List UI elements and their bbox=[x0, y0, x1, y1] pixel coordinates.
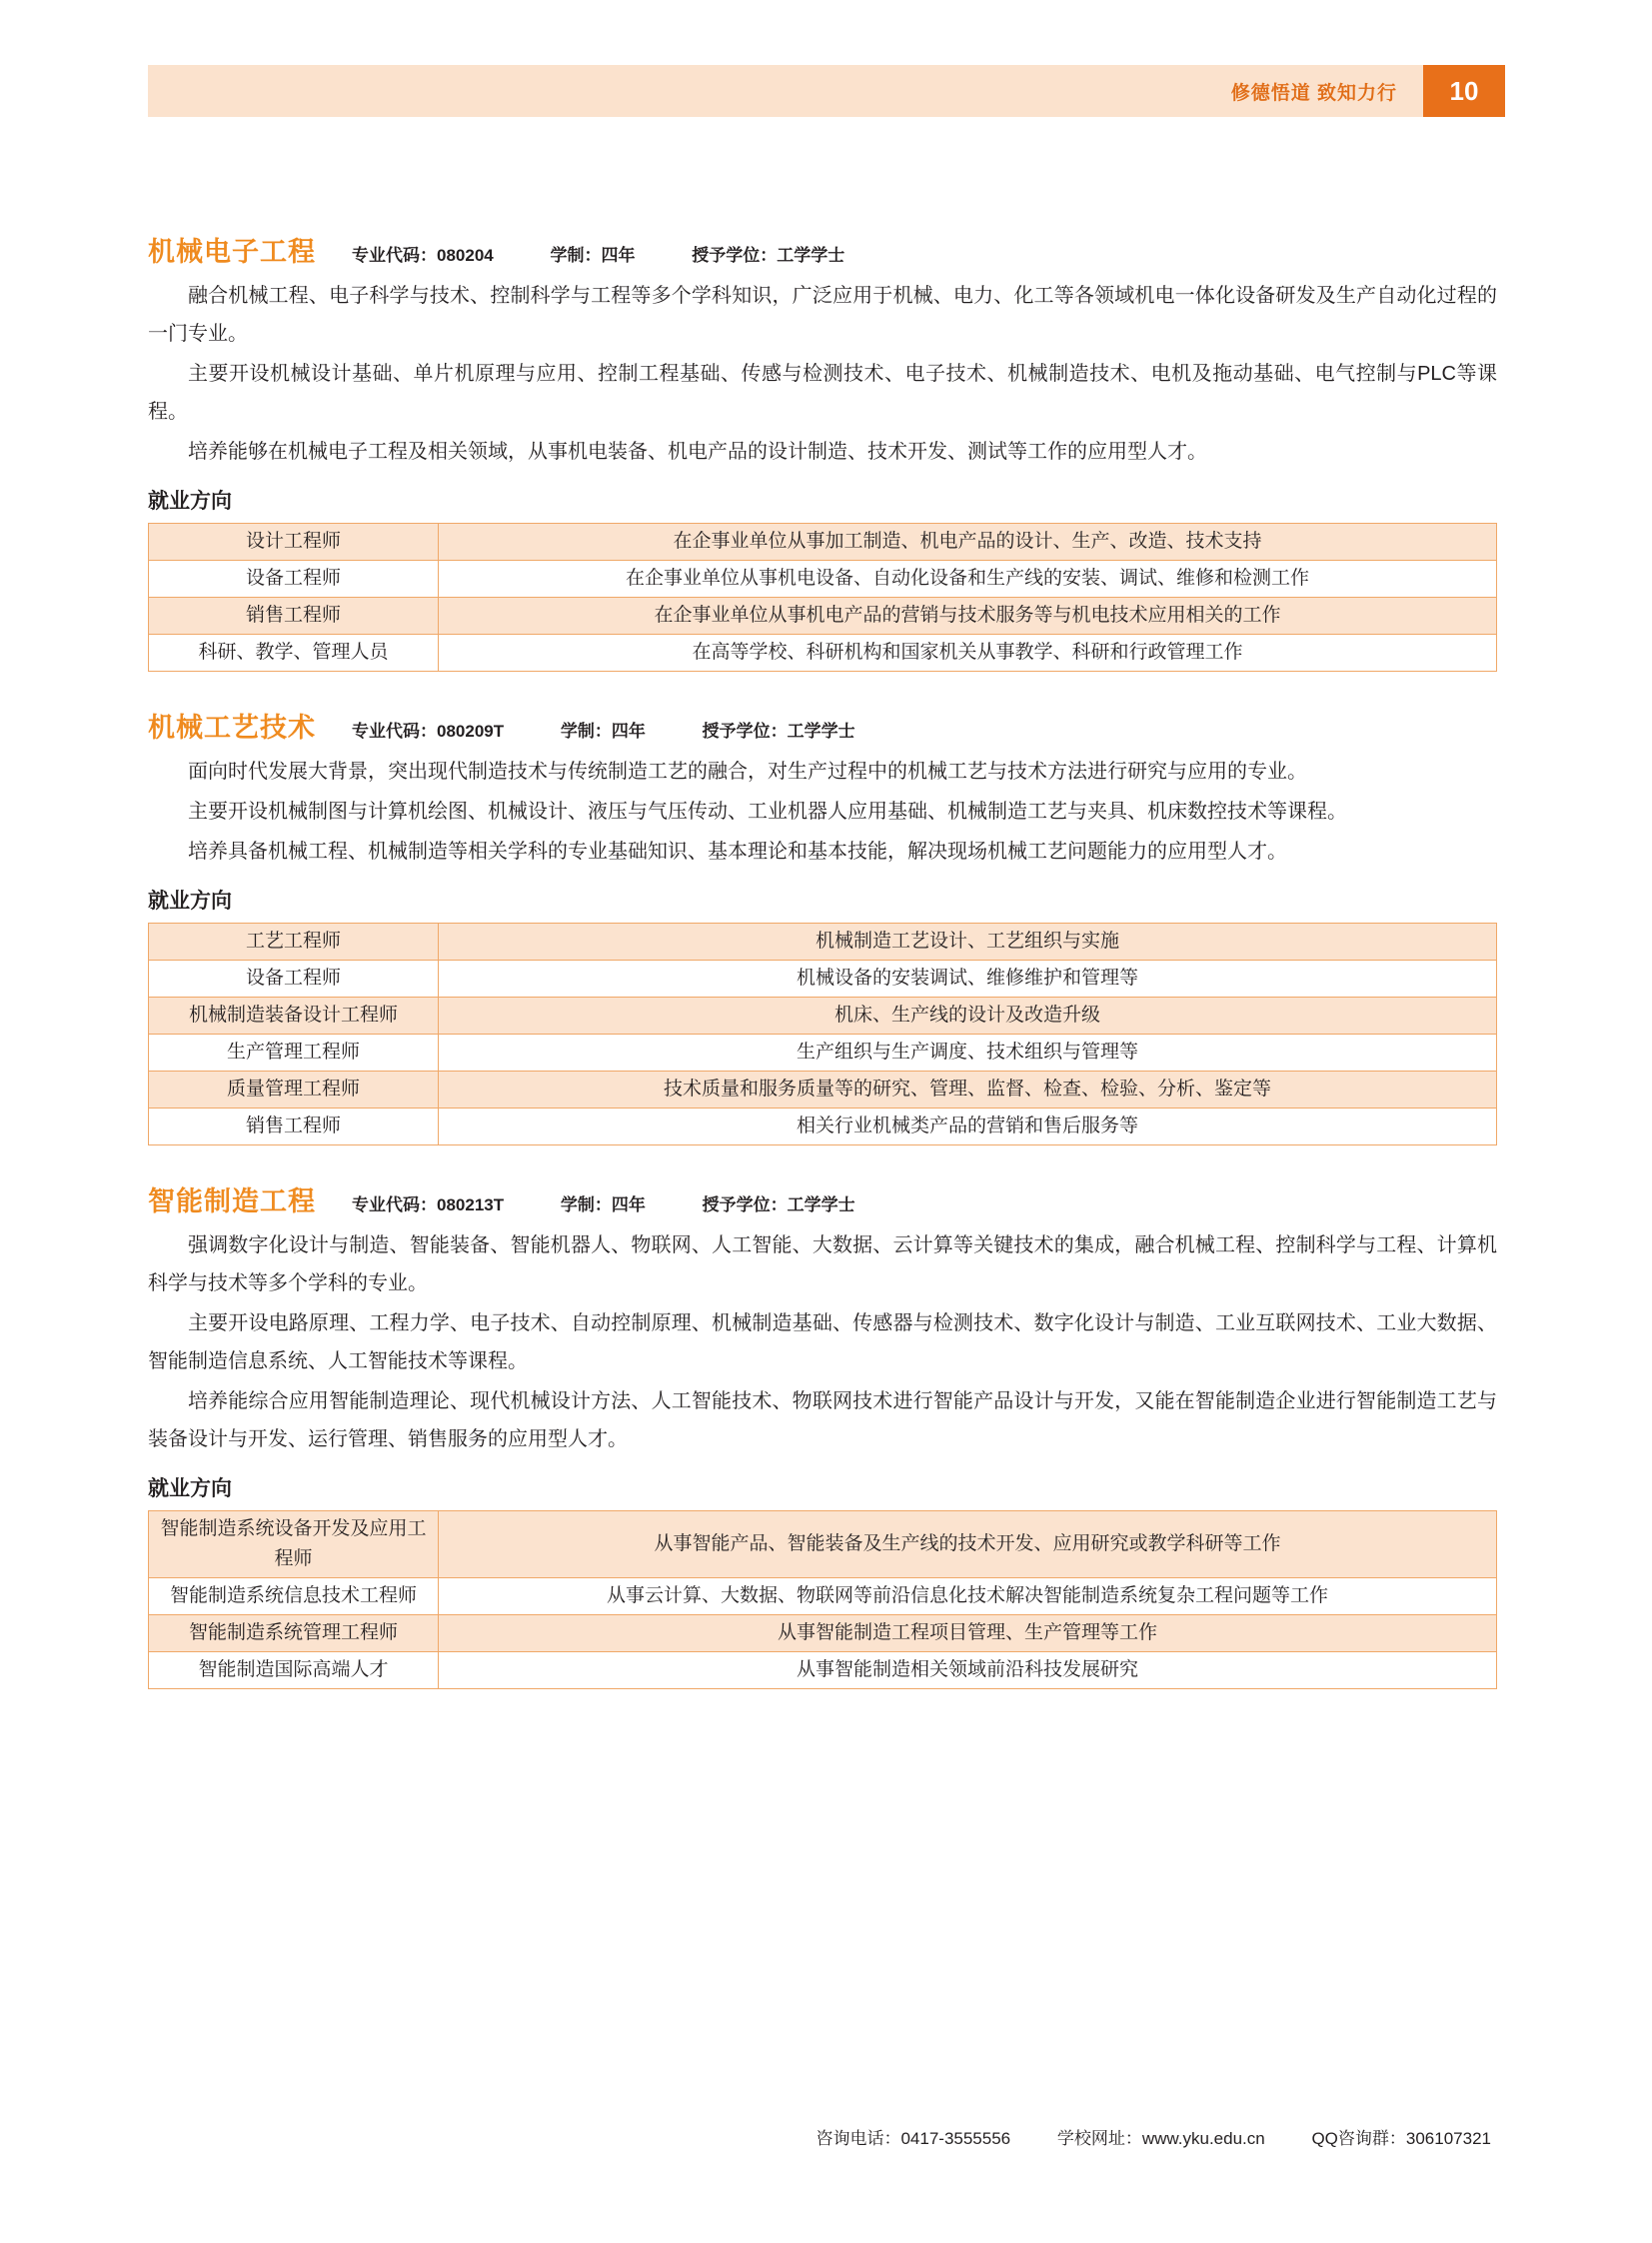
header-slogan-area bbox=[1121, 65, 1423, 117]
job-desc: 在高等学校、科研机构和国家机关从事教学、科研和行政管理工作 bbox=[439, 635, 1497, 672]
major-degree-label-2: 授予学位： bbox=[702, 1195, 788, 1214]
job-role: 设计工程师 bbox=[149, 524, 439, 561]
table-row bbox=[149, 1035, 1497, 1072]
table-row bbox=[149, 635, 1497, 672]
job-desc: 相关行业机械类产品的营销和售后服务等 bbox=[439, 1109, 1497, 1145]
major-code-label-0: 专业代码： bbox=[352, 246, 437, 265]
job-role: 销售工程师 bbox=[149, 1109, 439, 1145]
job-role: 销售工程师 bbox=[149, 598, 439, 635]
jobs-title-2: 就业方向 bbox=[148, 1477, 232, 1500]
major-duration-label-1: 学制： bbox=[560, 722, 612, 741]
job-role: 智能制造系统设备开发及应用工程师 bbox=[149, 1511, 439, 1578]
job-role: 智能制造系统信息技术工程师 bbox=[149, 1578, 439, 1615]
job-desc: 在企事业单位从事机电设备、自动化设备和生产线的安装、调试、维修和检测工作 bbox=[439, 561, 1497, 598]
job-desc: 从事智能制造相关领域前沿科技发展研究 bbox=[439, 1652, 1497, 1689]
major-paragraph-2-1: 主要开设电路原理、工程力学、电子技术、自动控制原理、机械制造基础、传感器与检测技术、数字化设计与制造、工业互联网技术、工业大数据、智能制造信息系统、人工智能技术等课程。 bbox=[148, 1312, 1497, 1372]
job-role: 科研、教学、管理人员 bbox=[149, 635, 439, 672]
header-slogan: 修德悟道 致知力行 bbox=[1230, 82, 1397, 104]
table-row bbox=[149, 1109, 1497, 1145]
job-role: 工艺工程师 bbox=[149, 924, 439, 961]
table-row bbox=[149, 1652, 1497, 1689]
major-title-0: 机械电子工程 bbox=[148, 237, 316, 267]
major-degree-value-1: 工学学士 bbox=[787, 722, 855, 741]
job-role: 质量管理工程师 bbox=[149, 1072, 439, 1109]
major-title-2: 智能制造工程 bbox=[148, 1186, 316, 1216]
jobs-title-0: 就业方向 bbox=[148, 490, 232, 513]
major-section-2 bbox=[148, 1179, 1497, 1689]
content-area bbox=[148, 230, 1497, 1699]
job-desc: 从事智能制造工程项目管理、生产管理等工作 bbox=[439, 1615, 1497, 1652]
job-desc: 从事云计算、大数据、物联网等前沿信息化技术解决智能制造系统复杂工程问题等工作 bbox=[439, 1578, 1497, 1615]
footer-qq: QQ咨询群：306107321 bbox=[1311, 2129, 1491, 2148]
job-desc: 生产组织与生产调度、技术组织与管理等 bbox=[439, 1035, 1497, 1072]
major-paragraph-0-2: 培养能够在机械电子工程及相关领域，从事机电装备、机电产品的设计制造、技术开发、测试等工作的应用型人才。 bbox=[188, 441, 1207, 463]
page-number: 10 bbox=[1423, 65, 1505, 117]
major-code-value-1: 080209T bbox=[437, 722, 505, 741]
major-section-1 bbox=[148, 706, 1497, 1145]
table-row bbox=[149, 1072, 1497, 1109]
major-degree-label-0: 授予学位： bbox=[692, 246, 778, 265]
job-role: 生产管理工程师 bbox=[149, 1035, 439, 1072]
major-heading-0 bbox=[148, 230, 1497, 269]
major-degree-value-0: 工学学士 bbox=[777, 246, 845, 265]
table-row bbox=[149, 924, 1497, 961]
major-code-value-0: 080204 bbox=[437, 246, 494, 265]
job-desc: 在企事业单位从事加工制造、机电产品的设计、生产、改造、技术支持 bbox=[439, 524, 1497, 561]
major-paragraph-0-1: 主要开设机械设计基础、单片机原理与应用、控制工程基础、传感与检测技术、电子技术、机械制造技术、电机及拖动基础、电气控制与PLC等课程。 bbox=[148, 363, 1497, 423]
major-section-0 bbox=[148, 230, 1497, 672]
major-duration-label-0: 学制： bbox=[550, 246, 602, 265]
table-row bbox=[149, 524, 1497, 561]
major-duration-value-2: 四年 bbox=[611, 1195, 646, 1214]
table-row bbox=[149, 598, 1497, 635]
page-header bbox=[148, 65, 1505, 117]
job-desc: 在企事业单位从事机电产品的营销与技术服务等与机电技术应用相关的工作 bbox=[439, 598, 1497, 635]
major-paragraph-2-2: 培养能综合应用智能制造理论、现代机械设计方法、人工智能技术、物联网技术进行智能产品设计与开发，又能在智能制造企业进行智能制造工艺与装备设计与开发、运行管理、销售服务的应用型人才。 bbox=[148, 1390, 1497, 1450]
major-meta-0 bbox=[352, 241, 844, 266]
table-row bbox=[149, 1578, 1497, 1615]
job-role: 智能制造系统管理工程师 bbox=[149, 1615, 439, 1652]
table-row bbox=[149, 998, 1497, 1035]
major-code-label-2: 专业代码： bbox=[352, 1195, 437, 1214]
major-heading-1 bbox=[148, 706, 1497, 745]
major-heading-2 bbox=[148, 1179, 1497, 1218]
major-degree-value-2: 工学学士 bbox=[787, 1195, 855, 1214]
major-paragraph-1-0: 面向时代发展大背景，突出现代制造技术与传统制造工艺的融合，对生产过程中的机械工艺与技术方法进行研究与应用的专业。 bbox=[188, 761, 1307, 783]
jobs-title-1: 就业方向 bbox=[148, 890, 232, 913]
footer-phone: 咨询电话：0417-3555556 bbox=[816, 2129, 1011, 2148]
major-code-label-1: 专业代码： bbox=[352, 722, 437, 741]
major-paragraph-0-0: 融合机械工程、电子科学与技术、控制科学与工程等多个学科知识，广泛应用于机械、电力、化工等各领域机电一体化设备研发及生产自动化过程的一门专业。 bbox=[148, 285, 1497, 345]
jobs-table-1 bbox=[148, 923, 1497, 1145]
major-degree-label-1: 授予学位： bbox=[702, 722, 788, 741]
page-footer bbox=[148, 2124, 1497, 2149]
major-code-value-2: 080213T bbox=[437, 1195, 505, 1214]
major-paragraph-1-2: 培养具备机械工程、机械制造等相关学科的专业基础知识、基本理论和基本技能，解决现场机械工艺问题能力的应用型人才。 bbox=[188, 841, 1287, 863]
job-desc: 从事智能产品、智能装备及生产线的技术开发、应用研究或教学科研等工作 bbox=[439, 1511, 1497, 1578]
major-meta-2 bbox=[352, 1190, 855, 1215]
job-role: 机械制造装备设计工程师 bbox=[149, 998, 439, 1035]
major-meta-1 bbox=[352, 717, 855, 742]
major-paragraph-1-1: 主要开设机械制图与计算机绘图、机械设计、液压与气压传动、工业机器人应用基础、机械制造工艺与夹具、机床数控技术等课程。 bbox=[188, 801, 1347, 823]
major-duration-value-1: 四年 bbox=[611, 722, 646, 741]
job-desc: 机械制造工艺设计、工艺组织与实施 bbox=[439, 924, 1497, 961]
job-role: 设备工程师 bbox=[149, 561, 439, 598]
table-row bbox=[149, 961, 1497, 998]
major-title-1: 机械工艺技术 bbox=[148, 713, 316, 743]
job-role: 智能制造国际高端人才 bbox=[149, 1652, 439, 1689]
major-paragraph-2-0: 强调数字化设计与制造、智能装备、智能机器人、物联网、人工智能、大数据、云计算等关键技术的集成，融合机械工程、控制科学与工程、计算机科学与技术等多个学科的专业。 bbox=[148, 1234, 1497, 1294]
table-row bbox=[149, 1615, 1497, 1652]
footer-website: 学校网址：www.yku.edu.cn bbox=[1056, 2129, 1265, 2148]
job-desc: 机械设备的安装调试、维修维护和管理等 bbox=[439, 961, 1497, 998]
table-row bbox=[149, 1511, 1497, 1578]
job-desc: 机床、生产线的设计及改造升级 bbox=[439, 998, 1497, 1035]
job-role: 设备工程师 bbox=[149, 961, 439, 998]
header-band-left bbox=[148, 65, 1121, 117]
major-duration-label-2: 学制： bbox=[560, 1195, 612, 1214]
table-row bbox=[149, 561, 1497, 598]
jobs-table-0 bbox=[148, 523, 1497, 672]
job-desc: 技术质量和服务质量等的研究、管理、监督、检查、检验、分析、鉴定等 bbox=[439, 1072, 1497, 1109]
major-duration-value-0: 四年 bbox=[601, 246, 636, 265]
jobs-table-2 bbox=[148, 1510, 1497, 1689]
